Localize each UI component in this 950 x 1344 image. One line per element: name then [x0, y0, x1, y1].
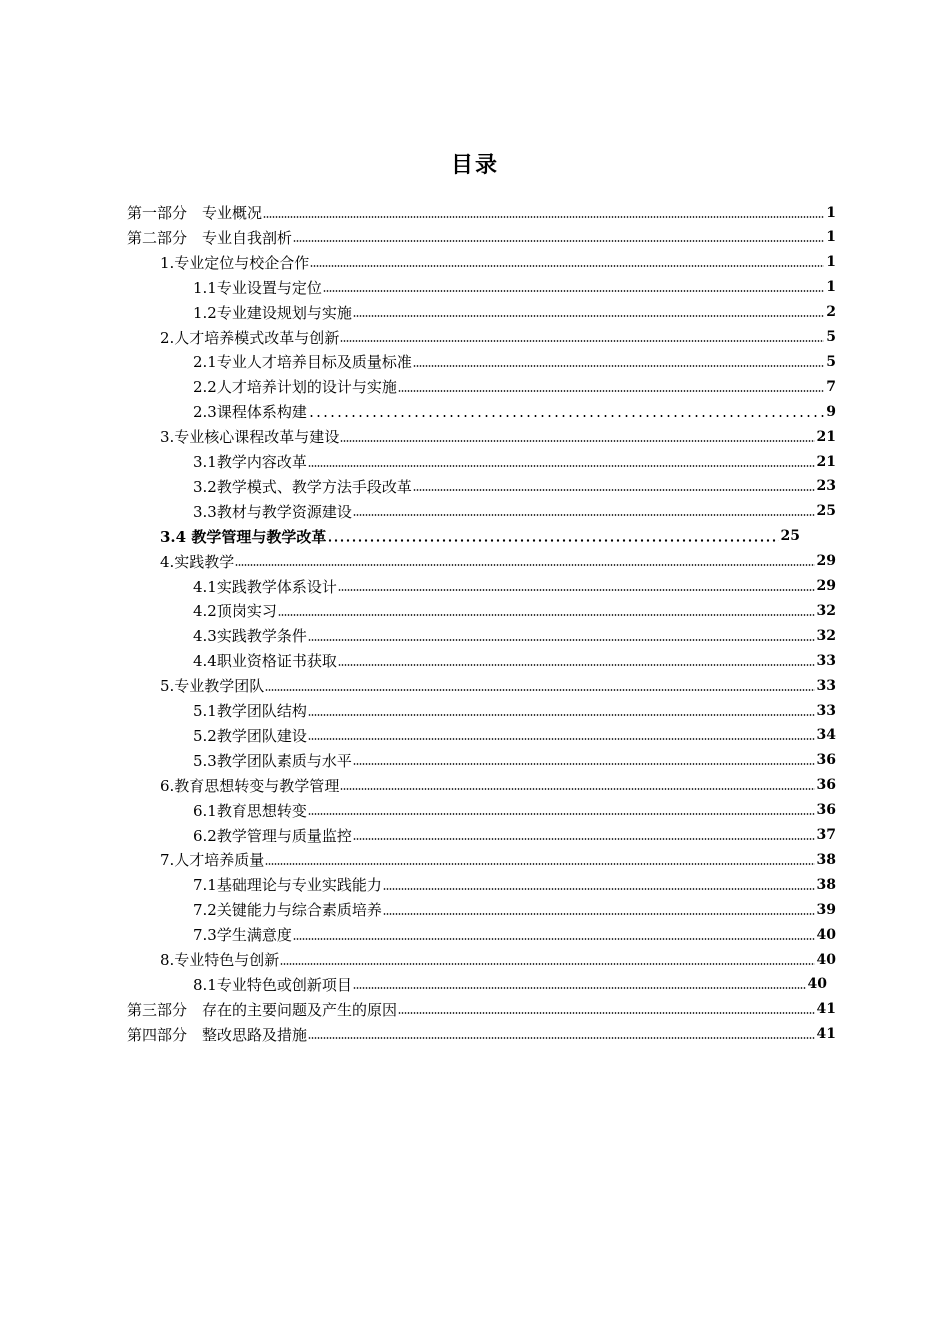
toc-entry[interactable]	[193, 823, 836, 848]
toc-entry-title: 1.2专业建设规划与实施	[193, 303, 352, 322]
toc-entry[interactable]	[160, 773, 836, 798]
toc-entry-title: 第四部分 整改思路及措施	[127, 1025, 308, 1044]
dot-leader	[353, 315, 824, 317]
toc-entry-page-number: 25	[816, 503, 836, 520]
dot-leader	[383, 913, 815, 915]
toc-entry[interactable]	[160, 847, 836, 872]
toc-entry-page-number: 32	[816, 627, 836, 644]
toc-entry-page-number: 40	[816, 951, 836, 968]
toc-entry[interactable]	[193, 275, 836, 300]
dot-leader	[353, 987, 806, 989]
dot-leader	[293, 240, 824, 242]
toc-entry-page-number: 21	[816, 428, 836, 445]
toc-entry[interactable]	[127, 200, 836, 225]
toc-entry[interactable]	[160, 250, 836, 275]
toc-entry-title: 5.2教学团队建设	[193, 726, 307, 745]
toc-entry[interactable]	[193, 598, 836, 623]
toc-entry[interactable]	[160, 424, 836, 449]
toc-entry[interactable]	[193, 623, 836, 648]
toc-entry-title: 4.2顶岗实习	[193, 602, 277, 621]
toc-entry-page-number: 29	[816, 553, 836, 570]
toc-entry-title: 第三部分 存在的主要问题及产生的原因	[127, 1000, 398, 1019]
toc-entry-title: 4.3实践教学条件	[193, 627, 307, 646]
toc-entry-page-number: 7	[826, 378, 836, 395]
toc-entry-title: 3.4 教学管理与教学改革	[160, 527, 327, 546]
toc-entry-page-number: 25	[780, 528, 800, 545]
dot-leader	[280, 963, 814, 965]
toc-entry-page-number: 23	[816, 478, 836, 495]
toc-entry[interactable]	[127, 225, 836, 250]
dot-leader	[265, 863, 814, 865]
toc-entry-page-number: 1	[826, 279, 836, 296]
toc-entry-page-number: 36	[816, 802, 836, 819]
toc-entry-title: 3.3教材与教学资源建设	[193, 502, 352, 521]
toc-entry-page-number: 33	[816, 652, 836, 669]
toc-entry-title: 3.2教学模式、教学方法手段改革	[193, 477, 412, 496]
toc-entry[interactable]	[193, 748, 836, 773]
toc-entry-title: 6.教育思想转变与教学管理	[160, 776, 340, 795]
dot-leader	[308, 1037, 815, 1039]
toc-entry-page-number: 36	[816, 777, 836, 794]
toc-entry[interactable]	[127, 1022, 836, 1047]
toc-entry-title: 5.3教学团队素质与水平	[193, 751, 352, 770]
toc-entry[interactable]	[193, 399, 836, 424]
toc-entry[interactable]	[160, 673, 836, 698]
toc-entry-title: 5.1教学团队结构	[193, 702, 307, 720]
toc-entry[interactable]	[160, 947, 836, 972]
dot-leader	[293, 938, 815, 940]
toc-entry[interactable]	[193, 374, 836, 399]
dot-leader	[278, 614, 815, 616]
toc-entry[interactable]	[193, 300, 836, 325]
toc-entry-title: 8.专业特色与创新	[160, 951, 280, 969]
toc-entry-page-number: 9	[826, 403, 836, 420]
dot-leader	[353, 763, 815, 765]
toc-entry-title: 8.1专业特色或创新项目	[193, 975, 352, 994]
toc-entry-title: 7.2关键能力与综合素质培养	[193, 901, 382, 920]
dot-leader	[327, 539, 778, 542]
toc-entry[interactable]	[193, 723, 836, 748]
toc-entry-title: 3.1教学内容改革	[193, 453, 307, 471]
dot-leader	[340, 788, 814, 790]
dot-leader	[308, 465, 815, 467]
toc-entry[interactable]	[160, 524, 800, 549]
toc-entry-title: 3.专业核心课程改革与建设	[160, 428, 340, 447]
dot-leader	[308, 738, 815, 740]
toc-entry-page-number: 1	[826, 229, 836, 246]
toc-entry[interactable]	[193, 349, 836, 374]
dot-leader	[353, 514, 815, 516]
toc-entry-page-number: 21	[816, 453, 836, 470]
toc-entry-title: 第二部分 专业自我剖析	[127, 228, 293, 247]
dot-leader	[265, 689, 814, 691]
toc-entry[interactable]	[193, 872, 836, 897]
toc-entry-page-number: 40	[816, 926, 836, 943]
toc-entry[interactable]	[193, 449, 836, 474]
dot-leader	[398, 390, 824, 392]
dot-leader	[340, 340, 824, 342]
toc-entry[interactable]	[193, 798, 836, 823]
dot-leader	[323, 290, 824, 292]
toc-entry-title: 2.2人才培养计划的设计与实施	[193, 378, 397, 397]
toc-entry-title: 2.人才培养模式改革与创新	[160, 328, 340, 347]
toc-entry-title: 2.3课程体系构建	[193, 403, 307, 422]
toc-title: 目录	[450, 152, 499, 178]
dot-leader	[308, 813, 815, 815]
toc-entry-title: 5.专业教学团队	[160, 677, 265, 696]
dot-leader	[235, 564, 814, 566]
toc-entry-title: 第一部分 专业概况	[127, 204, 263, 222]
toc-entry-title: 4.1实践教学体系设计	[193, 577, 337, 596]
toc-entry-page-number: 34	[816, 727, 836, 744]
toc-entry-page-number: 38	[816, 876, 836, 893]
dot-leader	[413, 489, 815, 491]
toc-entry-title: 7.人才培养质量	[160, 851, 265, 870]
toc-entry-page-number: 41	[816, 1026, 836, 1043]
toc-entry-page-number: 2	[826, 304, 836, 321]
dot-leader	[340, 440, 814, 442]
toc-entry-page-number: 5	[826, 353, 836, 370]
toc-entry[interactable]	[193, 897, 836, 922]
dot-leader	[308, 714, 815, 716]
toc-entry[interactable]	[160, 549, 836, 574]
toc-entry[interactable]	[193, 648, 836, 673]
toc-entry-page-number: 38	[816, 851, 836, 868]
toc-entry[interactable]	[160, 325, 836, 350]
dot-leader	[263, 216, 824, 218]
toc-entry[interactable]	[193, 574, 836, 599]
toc-entry-page-number: 1	[826, 254, 836, 271]
toc-entry-page-number: 37	[816, 827, 836, 843]
toc-entry-page-number: 33	[816, 702, 836, 719]
toc-entry-title: 7.3学生满意度	[193, 926, 292, 945]
toc-entry-title: 6.2教学管理与质量监控	[193, 826, 352, 845]
dot-leader	[398, 1012, 815, 1014]
toc-entry-title: 4.实践教学	[160, 552, 235, 571]
toc-entry-title: 4.4职业资格证书获取	[193, 652, 337, 671]
toc-entry[interactable]	[193, 698, 836, 723]
dot-leader	[308, 415, 824, 417]
toc-entry[interactable]	[193, 922, 836, 947]
toc-entry[interactable]	[127, 997, 836, 1022]
toc-entry[interactable]	[193, 499, 836, 524]
toc-entry-page-number: 1	[826, 204, 836, 221]
dot-leader	[353, 838, 815, 840]
toc-entry-title: 7.1基础理论与专业实践能力	[193, 876, 382, 895]
toc-entry-page-number: 29	[816, 578, 836, 594]
dot-leader	[310, 265, 824, 267]
toc-entry-page-number: 41	[816, 1001, 836, 1018]
toc-entry-page-number: 32	[816, 602, 836, 619]
dot-leader	[383, 888, 815, 890]
dot-leader	[338, 589, 815, 591]
dot-leader	[308, 639, 815, 641]
dot-leader	[413, 365, 824, 367]
toc-entry-page-number: 5	[826, 329, 836, 345]
toc-entry-title: 1.1专业设置与定位	[193, 278, 322, 297]
toc-entry-page-number: 36	[816, 752, 836, 769]
toc-entry-page-number: 40	[807, 976, 827, 993]
toc-entry[interactable]	[193, 972, 827, 997]
dot-leader	[338, 664, 815, 666]
toc-entry-title: 6.1教育思想转变	[193, 801, 307, 820]
toc-entry-page-number: 39	[816, 901, 836, 918]
toc-entry-title: 1.专业定位与校企合作	[160, 253, 310, 272]
toc-entry-title: 2.1专业人才培养目标及质量标准	[193, 353, 412, 372]
toc-entry-page-number: 33	[816, 677, 836, 694]
toc-entry[interactable]	[193, 474, 836, 499]
